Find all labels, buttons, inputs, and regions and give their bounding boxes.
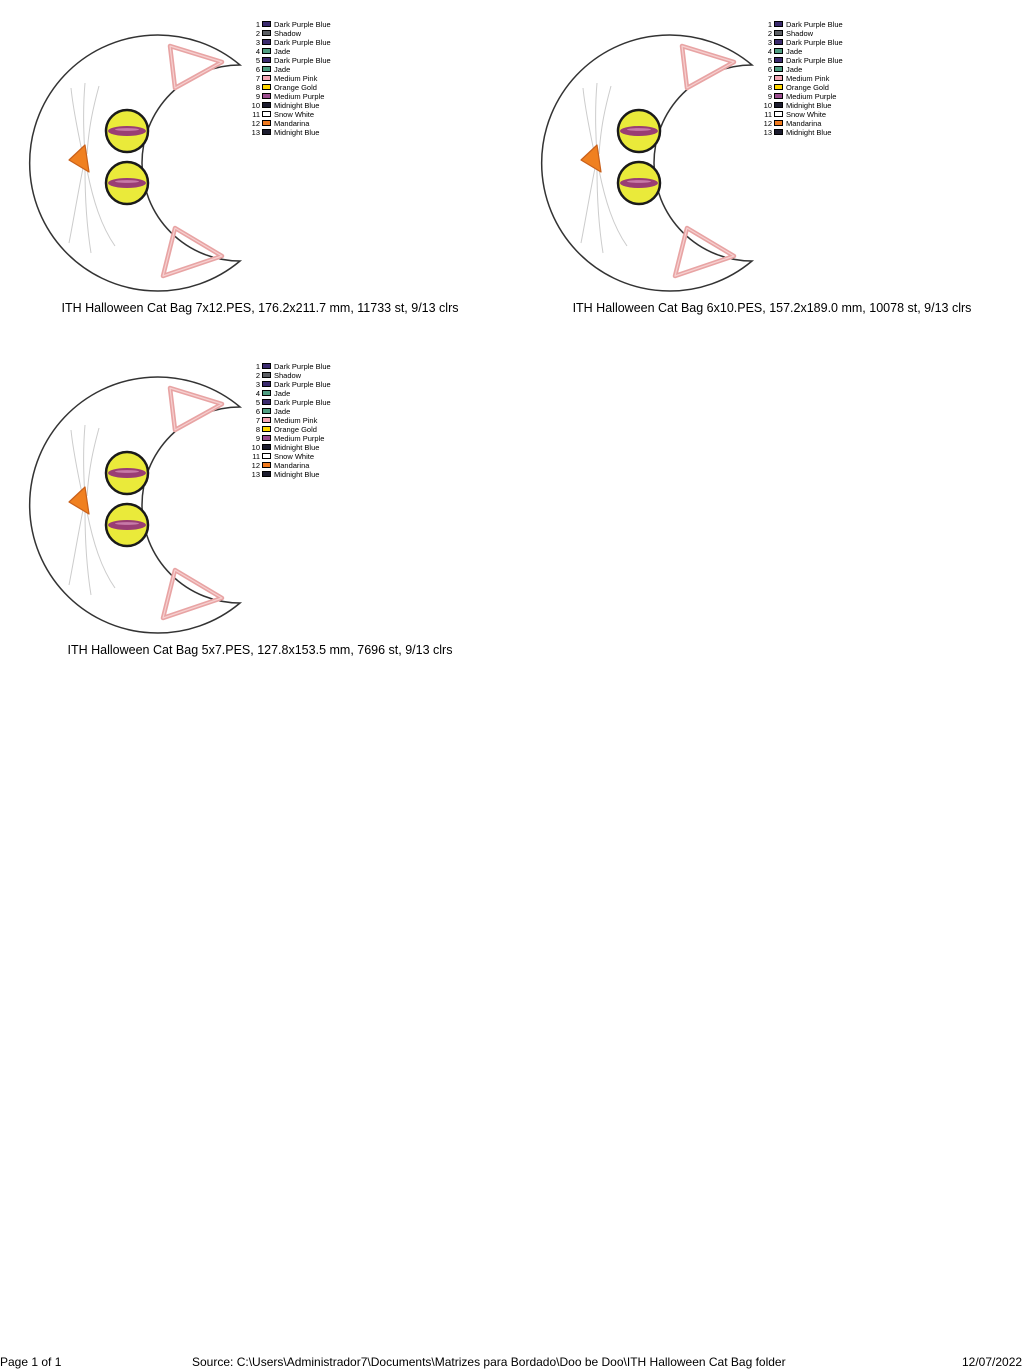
thread-legend-row (248, 38, 378, 47)
thread-name: Medium Pink (274, 416, 318, 425)
thread-color-swatch (774, 30, 783, 36)
thread-color-legend (248, 362, 378, 479)
thread-color-swatch (262, 363, 271, 369)
thread-legend-row (248, 371, 378, 380)
thread-number: 3 (255, 38, 260, 47)
thread-name: Dark Purple Blue (274, 398, 331, 407)
thread-color-swatch (262, 39, 271, 45)
thread-legend-row (760, 119, 890, 128)
thread-number: 10 (251, 443, 260, 452)
thread-number: 13 (763, 128, 772, 137)
thread-legend-row (760, 29, 890, 38)
thread-name: Dark Purple Blue (274, 20, 331, 29)
thread-legend-row (248, 380, 378, 389)
thread-legend-row (248, 461, 378, 470)
thread-name: Jade (274, 407, 291, 416)
thread-color-swatch (774, 129, 783, 135)
thread-number: 8 (767, 83, 772, 92)
thread-legend-row (248, 83, 378, 92)
thread-number: 7 (255, 74, 260, 83)
thread-color-swatch (262, 111, 271, 117)
thread-name: Midnight Blue (274, 470, 320, 479)
cat-face-design-image (537, 28, 763, 298)
thread-legend-row (248, 110, 378, 119)
thread-legend-row (248, 20, 378, 29)
thread-number: 2 (767, 29, 772, 38)
thread-legend-row (248, 56, 378, 65)
thread-legend-row (248, 65, 378, 74)
thread-name: Dark Purple Blue (274, 380, 331, 389)
thread-color-swatch (262, 408, 271, 414)
thread-legend-row (760, 83, 890, 92)
thread-name: Midnight Blue (786, 128, 832, 137)
design-preview-5x7 (5, 350, 505, 680)
thread-name: Orange Gold (274, 425, 317, 434)
thread-color-swatch (262, 93, 271, 99)
thread-color-swatch (774, 102, 783, 108)
thread-color-swatch (262, 84, 271, 90)
thread-legend-row (248, 452, 378, 461)
print-date: 12/07/2022 (962, 1355, 1023, 1369)
thread-legend-row (760, 92, 890, 101)
design-caption: ITH Halloween Cat Bag 5x7.PES, 127.8x153.5 mm, 7696 st, 9/13 clrs (67, 643, 453, 657)
thread-color-swatch (774, 39, 783, 45)
thread-color-swatch (262, 390, 271, 396)
thread-name: Snow White (786, 110, 827, 119)
thread-number: 1 (767, 20, 772, 29)
thread-number: 6 (767, 65, 772, 74)
thread-legend-row (248, 47, 378, 56)
thread-legend-row (248, 362, 378, 371)
thread-color-swatch (262, 435, 271, 441)
thread-color-swatch (262, 417, 271, 423)
thread-name: Medium Pink (274, 74, 318, 83)
thread-color-swatch (262, 426, 271, 432)
thread-number: 6 (255, 407, 260, 416)
source-path: Source: C:\Users\Administrador7\Documents\Matrizes para Bordado\Doo be Doo\ITH Halloween Cat Bag folder (192, 1355, 786, 1369)
thread-name: Mandarina (274, 461, 310, 470)
design-caption: ITH Halloween Cat Bag 6x10.PES, 157.2x189.0 mm, 10078 st, 9/13 clrs (572, 301, 972, 315)
thread-number: 8 (255, 83, 260, 92)
thread-color-swatch (262, 21, 271, 27)
thread-name: Dark Purple Blue (274, 362, 331, 371)
thread-number: 13 (251, 470, 260, 479)
thread-color-legend (760, 20, 890, 137)
thread-name: Midnight Blue (274, 128, 320, 137)
thread-color-swatch (774, 66, 783, 72)
thread-legend-row (248, 407, 378, 416)
thread-name: Medium Purple (274, 92, 325, 101)
thread-name: Snow White (274, 110, 315, 119)
thread-name: Shadow (274, 29, 302, 38)
thread-legend-row (248, 398, 378, 407)
thread-number: 9 (255, 434, 260, 443)
thread-number: 7 (767, 74, 772, 83)
thread-color-swatch (262, 120, 271, 126)
thread-legend-row (248, 119, 378, 128)
thread-legend-row (760, 56, 890, 65)
thread-legend-row (248, 74, 378, 83)
thread-number: 12 (763, 119, 772, 128)
thread-number: 3 (767, 38, 772, 47)
thread-name: Dark Purple Blue (274, 56, 331, 65)
thread-number: 6 (255, 65, 260, 74)
thread-legend-row (760, 101, 890, 110)
thread-name: Snow White (274, 452, 315, 461)
thread-color-swatch (774, 75, 783, 81)
thread-number: 4 (767, 47, 772, 56)
thread-color-swatch (774, 48, 783, 54)
thread-name: Midnight Blue (786, 101, 832, 110)
thread-name: Midnight Blue (274, 101, 320, 110)
thread-legend-row (248, 389, 378, 398)
thread-color-swatch (262, 453, 271, 459)
thread-legend-row (248, 470, 378, 479)
thread-color-swatch (774, 93, 783, 99)
thread-name: Jade (786, 47, 803, 56)
thread-name: Mandarina (786, 119, 822, 128)
thread-color-swatch (262, 129, 271, 135)
thread-name: Dark Purple Blue (786, 56, 843, 65)
thread-number: 4 (255, 47, 260, 56)
thread-color-swatch (774, 120, 783, 126)
design-preview-6x10 (517, 8, 1017, 338)
thread-number: 1 (255, 362, 260, 371)
thread-color-swatch (262, 57, 271, 63)
thread-legend-row (760, 20, 890, 29)
thread-number: 5 (767, 56, 772, 65)
thread-color-swatch (262, 381, 271, 387)
thread-color-swatch (262, 471, 271, 477)
thread-color-swatch (262, 444, 271, 450)
thread-number: 10 (763, 101, 772, 110)
thread-number: 2 (255, 371, 260, 380)
thread-name: Medium Pink (786, 74, 830, 83)
thread-name: Shadow (274, 371, 302, 380)
design-preview-7x12 (5, 8, 505, 338)
thread-color-swatch (262, 372, 271, 378)
thread-number: 10 (251, 101, 260, 110)
thread-name: Jade (274, 389, 291, 398)
thread-legend-row (760, 74, 890, 83)
thread-number: 11 (764, 110, 772, 119)
thread-number: 4 (255, 389, 260, 398)
thread-name: Orange Gold (274, 83, 317, 92)
thread-color-swatch (774, 84, 783, 90)
thread-legend-row (248, 425, 378, 434)
thread-name: Midnight Blue (274, 443, 320, 452)
thread-color-swatch (262, 30, 271, 36)
thread-color-swatch (262, 75, 271, 81)
thread-name: Shadow (786, 29, 814, 38)
thread-color-swatch (774, 21, 783, 27)
thread-number: 8 (255, 425, 260, 434)
thread-name: Jade (274, 47, 291, 56)
thread-legend-row (248, 92, 378, 101)
thread-name: Jade (786, 65, 803, 74)
thread-color-swatch (262, 66, 271, 72)
thread-legend-row (760, 47, 890, 56)
thread-number: 7 (255, 416, 260, 425)
thread-number: 3 (255, 380, 260, 389)
thread-number: 9 (767, 92, 772, 101)
thread-legend-row (760, 65, 890, 74)
thread-name: Mandarina (274, 119, 310, 128)
thread-number: 11 (252, 452, 260, 461)
thread-legend-row (760, 38, 890, 47)
thread-number: 12 (251, 119, 260, 128)
thread-name: Dark Purple Blue (786, 38, 843, 47)
thread-name: Medium Purple (274, 434, 325, 443)
thread-legend-row (248, 101, 378, 110)
thread-legend-row (248, 434, 378, 443)
thread-legend-row (248, 128, 378, 137)
thread-legend-row (248, 416, 378, 425)
thread-number: 11 (252, 110, 260, 119)
page-number: Page 1 of 1 (0, 1355, 62, 1369)
thread-number: 1 (255, 20, 260, 29)
thread-color-swatch (262, 102, 271, 108)
thread-number: 5 (255, 398, 260, 407)
thread-legend-row (760, 110, 890, 119)
thread-legend-row (248, 29, 378, 38)
thread-color-swatch (262, 48, 271, 54)
thread-number: 5 (255, 56, 260, 65)
design-caption: ITH Halloween Cat Bag 7x12.PES, 176.2x211.7 mm, 11733 st, 9/13 clrs (61, 301, 459, 315)
cat-face-design-image (25, 370, 251, 640)
thread-legend-row (248, 443, 378, 452)
thread-name: Jade (274, 65, 291, 74)
thread-name: Dark Purple Blue (786, 20, 843, 29)
cat-face-design-image (25, 28, 251, 298)
thread-legend-row (760, 128, 890, 137)
thread-number: 13 (251, 128, 260, 137)
thread-color-swatch (262, 462, 271, 468)
thread-color-swatch (774, 111, 783, 117)
thread-name: Medium Purple (786, 92, 837, 101)
thread-color-swatch (262, 399, 271, 405)
thread-name: Dark Purple Blue (274, 38, 331, 47)
thread-name: Orange Gold (786, 83, 829, 92)
thread-number: 2 (255, 29, 260, 38)
thread-color-legend (248, 20, 378, 137)
thread-color-swatch (774, 57, 783, 63)
thread-number: 12 (251, 461, 260, 470)
thread-number: 9 (255, 92, 260, 101)
